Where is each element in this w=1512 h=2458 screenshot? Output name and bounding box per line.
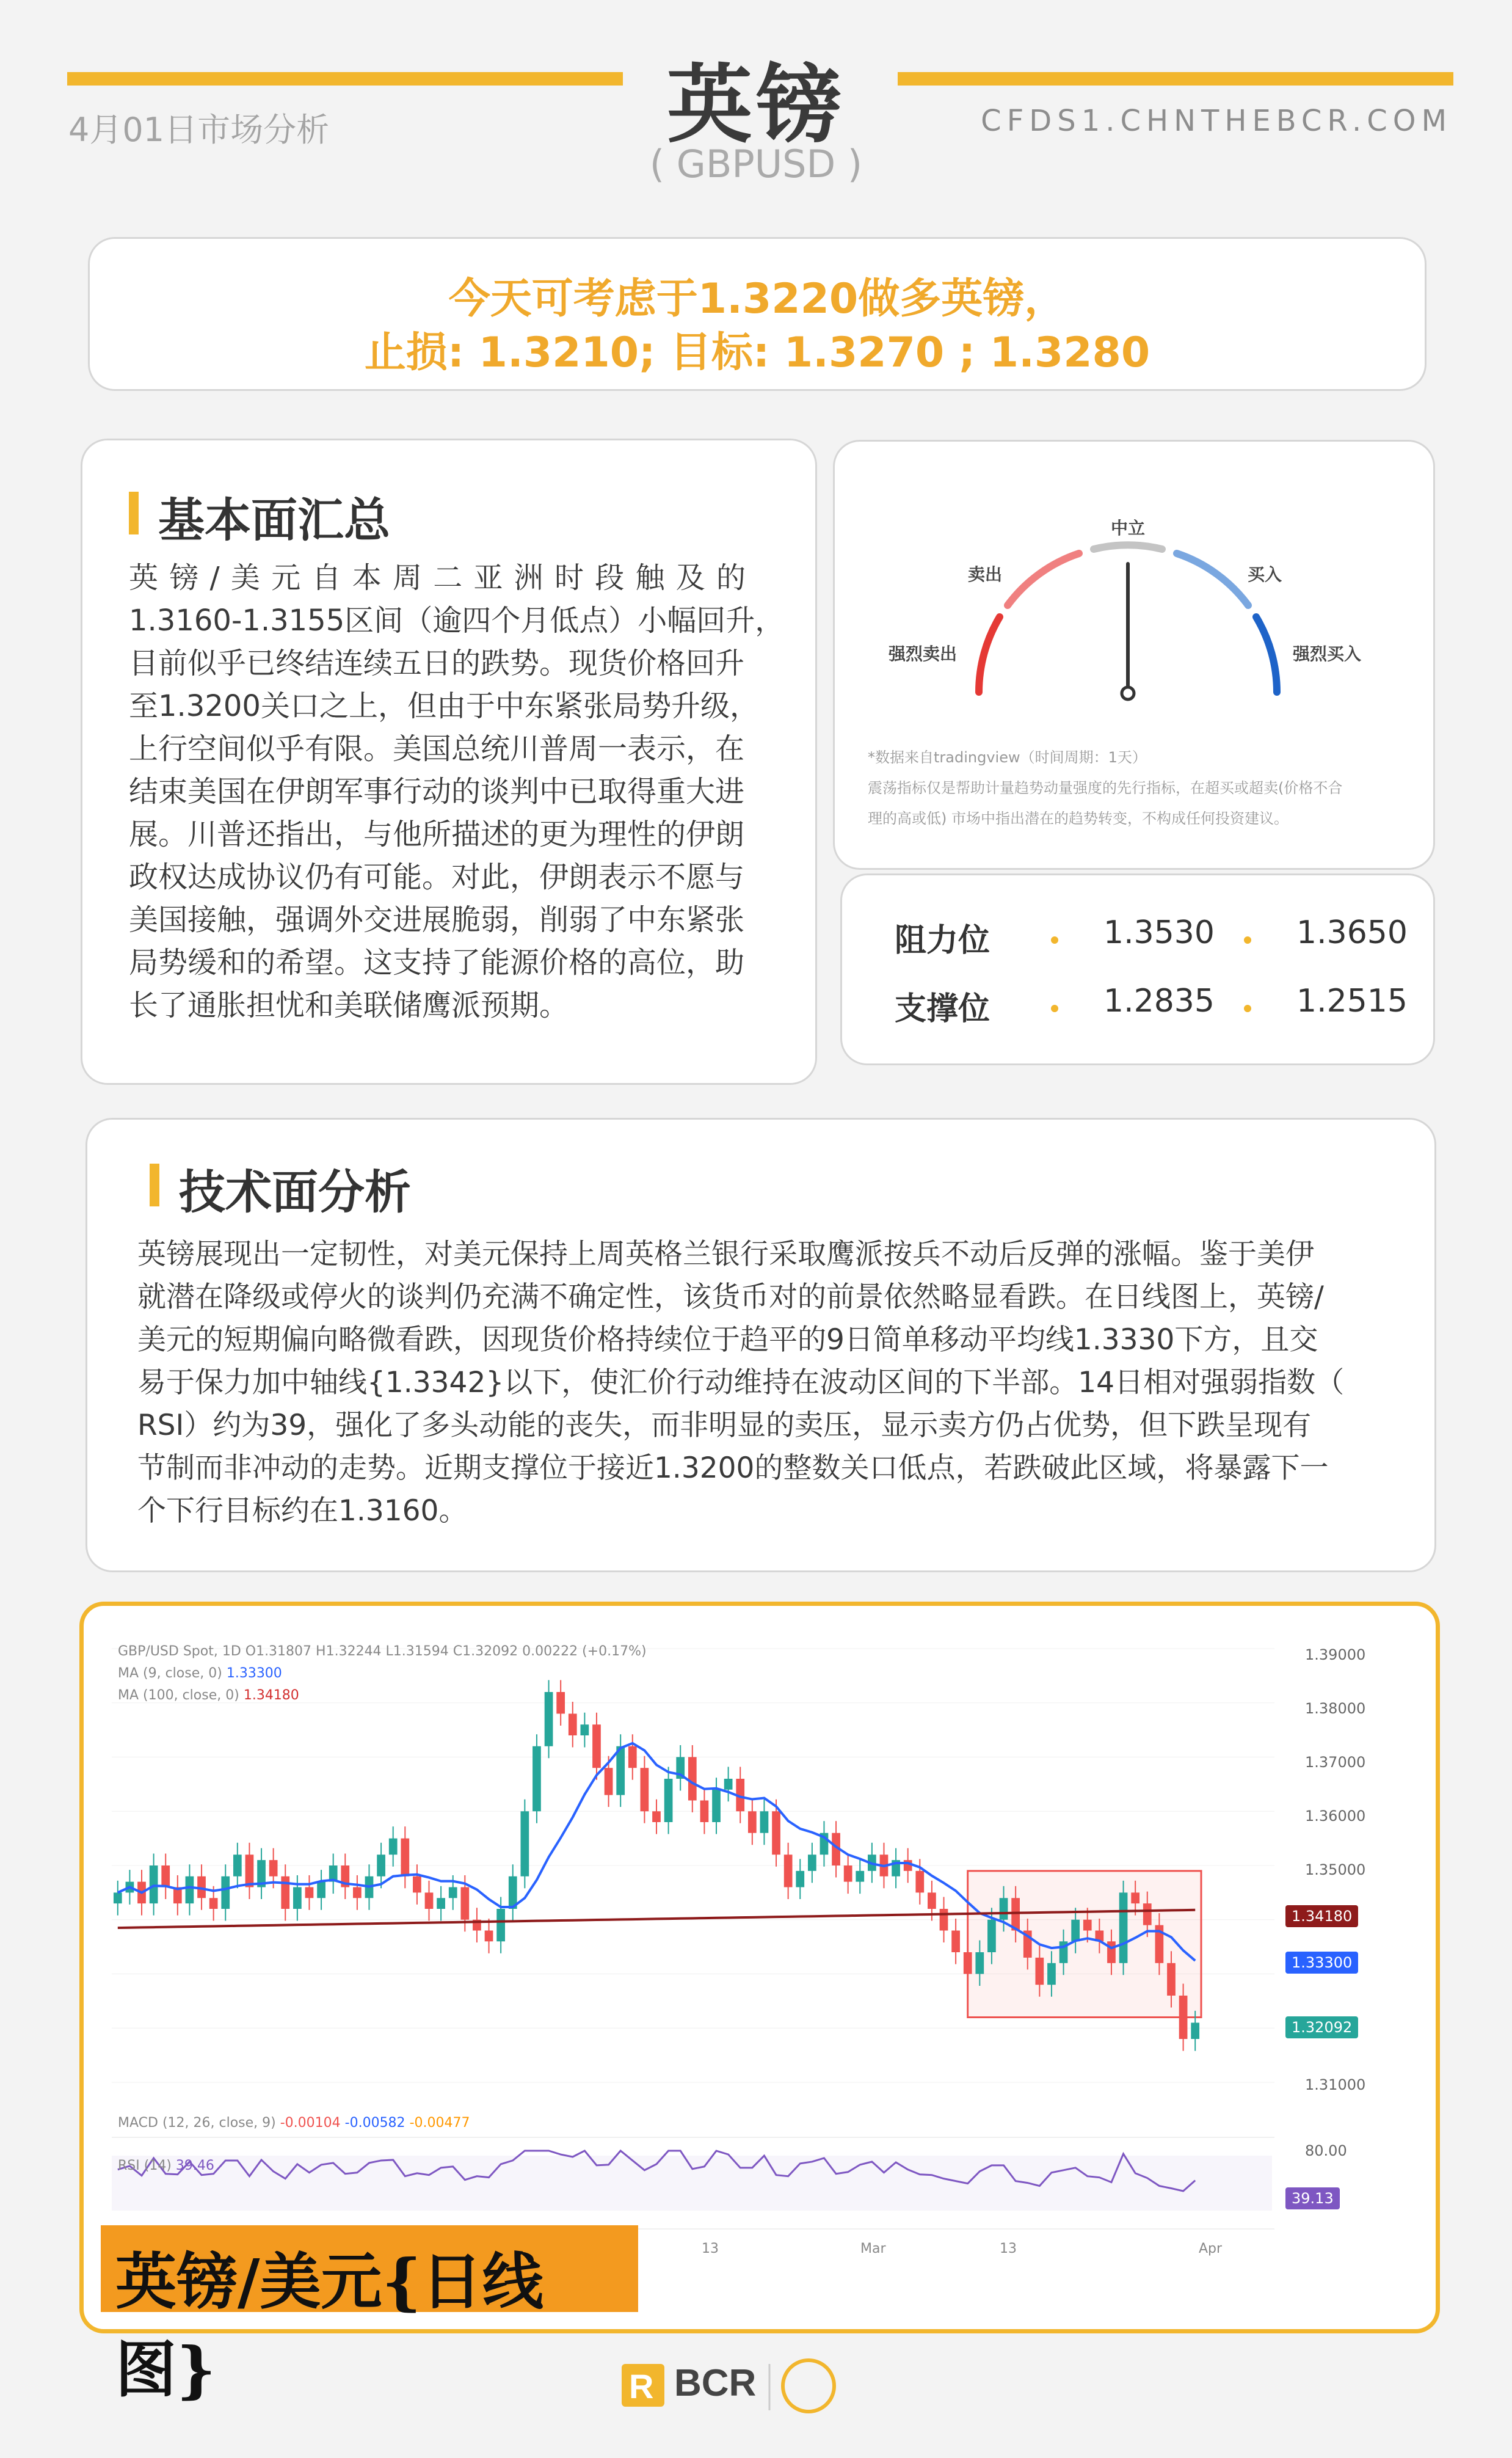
- fundamentals-line: 政权达成协议仍有可能。对此，伊朗表示不愿与: [129, 860, 745, 894]
- technical-line: 个下行目标约在1.3160。: [137, 1494, 468, 1528]
- price-tick: 1.31000: [1305, 2076, 1366, 2093]
- candle-body: [605, 1768, 613, 1795]
- candle-body: [951, 1931, 960, 1953]
- candle-body: [628, 1746, 637, 1768]
- macd-label: MACD (12, 26, close, 9): [118, 2115, 276, 2131]
- candle-body: [1119, 1892, 1128, 1963]
- price-tick: 1.38000: [1305, 1700, 1366, 1717]
- candle-body: [532, 1746, 541, 1812]
- report-date: 4月01日市场分析: [68, 111, 330, 149]
- candle-body: [401, 1839, 409, 1876]
- candle-body: [569, 1714, 577, 1736]
- candle-body: [389, 1839, 398, 1855]
- candle-body: [1071, 1920, 1080, 1942]
- gauge-pivot: [1122, 687, 1134, 699]
- gauge-label-strong-buy: 强烈买入: [1293, 644, 1362, 664]
- candle-body: [353, 1887, 362, 1898]
- candle-body: [856, 1871, 864, 1882]
- candle-body: [186, 1876, 194, 1903]
- technical-line: RSI）约为39，强化了多头动能的丧失，而非明显的卖压，显示卖方仍占优势，但下跌呈现有: [137, 1409, 1312, 1442]
- candlestick-chart: [84, 1606, 1436, 2329]
- candle-body: [413, 1876, 421, 1893]
- rsi-legend: [118, 2158, 214, 2173]
- rsi-tag: 39.13: [1285, 2187, 1340, 2209]
- price-tick: 1.36000: [1305, 1807, 1366, 1825]
- resistance-level-2: 1.3650: [1296, 914, 1408, 951]
- resistance-level-1: 1.3530: [1103, 914, 1215, 951]
- ma100-legend-label: MA (100, close, 0): [118, 1688, 239, 1703]
- price-levels-card: [840, 873, 1435, 1065]
- price-tick: 1.35000: [1305, 1861, 1366, 1878]
- gauge-label-neutral: 中立: [1111, 518, 1146, 538]
- bullet-dot: [1244, 936, 1251, 944]
- gauge-arc-sell: [1008, 553, 1079, 605]
- candle-body: [784, 1854, 793, 1887]
- candle-body: [485, 1931, 493, 1942]
- candle-body: [915, 1871, 924, 1893]
- macd-value-3: -0.00477: [409, 2115, 470, 2131]
- fundamentals-text: [129, 556, 785, 1027]
- candle-body: [437, 1898, 445, 1909]
- candle-body: [1107, 1941, 1116, 1963]
- ma9-legend: [118, 1666, 282, 1681]
- rsi-band: [112, 2156, 1272, 2211]
- candle-body: [293, 1887, 302, 1909]
- candle-body: [772, 1811, 780, 1854]
- candle-body: [245, 1854, 254, 1887]
- rsi-value: 39.46: [175, 2158, 214, 2173]
- candle-body: [460, 1887, 469, 1920]
- candle-body: [940, 1909, 948, 1931]
- candle-body: [449, 1887, 457, 1898]
- sentiment-gauge-card: [833, 440, 1435, 870]
- section-marker: [150, 1164, 159, 1206]
- rsi-scale-tick: 80.00: [1305, 2142, 1347, 2159]
- x-axis-label: 13: [1000, 2241, 1017, 2256]
- candle-body: [221, 1876, 230, 1909]
- candle-body: [904, 1860, 912, 1871]
- ma100-legend: [118, 1688, 299, 1703]
- candle-body: [748, 1811, 757, 1833]
- site-link[interactable]: CFDS1.CHNTHEBCR.COM: [981, 104, 1452, 138]
- macd-value-1: -0.00104: [280, 2115, 341, 2131]
- page-subtitle: ( GBPUSD ): [649, 142, 863, 186]
- ma9-price-tag: 1.33300: [1285, 1952, 1358, 1974]
- gauge-note-line: 理的高或低) 市场中指出潜在的趋势转变，不构成任何投资建议。: [868, 810, 1288, 827]
- bcr-logo: [619, 2352, 900, 2419]
- technical-line: 美元的短期偏向略微看跌，因现货价格持续位于趋平的9日简单移动平均线1.3330下方，且交: [137, 1323, 1318, 1357]
- gauge-arc-strong-sell: [979, 617, 1000, 692]
- candle-body: [700, 1801, 709, 1823]
- candle-body: [377, 1854, 385, 1876]
- recommendation-card: [88, 237, 1427, 391]
- support-level-2: 1.2515: [1296, 983, 1408, 1019]
- candle-body: [305, 1887, 314, 1898]
- technical-line: 就潜在降级或停火的谈判仍充满不确定性，该货币对的前景依然略显看跌。在日线图上，英镑/: [137, 1280, 1324, 1314]
- x-axis-label: Mar: [860, 2241, 886, 2256]
- candle-body: [281, 1876, 289, 1909]
- candle-body: [161, 1865, 170, 1887]
- svg-text:BCR: BCR: [674, 2362, 757, 2404]
- candle-body: [1035, 1958, 1044, 1985]
- fundamentals-line: 1.3160-1.3155区间（逾四个月低点）小幅回升，: [129, 604, 785, 638]
- x-axis-label: Apr: [1199, 2241, 1223, 2256]
- support-level-1: 1.2835: [1103, 983, 1215, 1019]
- fundamentals-line: 长了通胀担忧和美联储鹰派预期。: [129, 988, 569, 1023]
- page-title: 英镑: [666, 56, 845, 155]
- gauge-arc-strong-buy: [1256, 617, 1277, 692]
- candle-body: [233, 1854, 242, 1876]
- gauge-label-sell: 卖出: [968, 564, 1003, 585]
- candle-body: [844, 1865, 852, 1882]
- macd-legend: [118, 2115, 470, 2131]
- candle-body: [964, 1952, 972, 1974]
- candle-body: [556, 1692, 565, 1714]
- candle-body: [520, 1811, 529, 1876]
- fundamentals-line: 展。川普还指出，与他所描述的更为理性的伊朗: [129, 817, 745, 852]
- candle-body: [616, 1746, 625, 1795]
- candle-body: [987, 1920, 996, 1952]
- fundamentals-line: 结束美国在伊朗军事行动的谈判中已取得重大进: [129, 775, 745, 809]
- candle-body: [688, 1757, 697, 1801]
- candle-body: [592, 1724, 601, 1768]
- candle-body: [641, 1768, 649, 1811]
- gauge-note-line: *数据来自tradingview（时间周期：1天）: [868, 749, 1147, 766]
- candle-body: [1167, 1963, 1176, 1996]
- bullet-dot: [1244, 1005, 1251, 1012]
- fundamentals-line: 英镑/美元自本周二亚洲时段触及的: [129, 561, 746, 595]
- gauge-label-strong-sell: 强烈卖出: [889, 644, 958, 664]
- sentiment-gauge: [835, 442, 1433, 710]
- candle-body: [150, 1865, 158, 1903]
- candle-body: [114, 1892, 122, 1903]
- candle-body: [796, 1871, 804, 1887]
- gauge-disclaimer: [868, 742, 1405, 834]
- bcr-logo-mark: [619, 2352, 900, 2419]
- gauge-note-line: 震荡指标仅是帮助计量趋势动量强度的先行指标，在超买或超卖(价格不合: [868, 779, 1343, 797]
- price-tick: 1.39000: [1305, 1646, 1366, 1663]
- chart-caption: 英镑/美元{日线图}: [115, 2245, 543, 2405]
- candle-body: [712, 1790, 721, 1822]
- candle-body: [1143, 1903, 1152, 1925]
- x-axis-label: 13: [702, 2241, 719, 2256]
- bullet-dot: [1051, 936, 1058, 944]
- fundamentals-title: 基本面汇总: [158, 493, 390, 547]
- candle-body: [425, 1892, 434, 1909]
- recommendation-line-1: 今天可考虑于1.3220做多英镑，: [448, 275, 1066, 323]
- ma100-price-tag: 1.34180: [1285, 1905, 1358, 1927]
- chart-caption-banner: [101, 2225, 638, 2405]
- candle-body: [664, 1779, 673, 1822]
- candle-body: [269, 1860, 278, 1876]
- recommendation-line-2: 止损: 1.3210; 目标: 1.3270 ; 1.3280: [364, 329, 1150, 377]
- range-box: [968, 1871, 1201, 2018]
- candle-body: [1011, 1898, 1020, 1930]
- fundamentals-line: 上行空间似乎有限。美国总统川普周一表示，在: [129, 732, 745, 766]
- ma100-legend-value: 1.34180: [243, 1688, 299, 1703]
- fundamentals-line: 局势缓和的希望。这支持了能源价格的高位，助: [129, 946, 745, 980]
- candle-body: [975, 1952, 984, 1974]
- fundamentals-line: 至1.3200关口之上，但由于中东紧张局势升级，: [129, 689, 759, 723]
- technical-title: 技术面分析: [179, 1165, 411, 1219]
- candle-body: [760, 1811, 769, 1833]
- fundamentals-line: 美国接触，强调外交进展脆弱，削弱了中东紧张: [129, 903, 745, 937]
- candle-body: [1131, 1892, 1139, 1903]
- rsi-label: RSI (14): [118, 2158, 172, 2173]
- candle-body: [1191, 2022, 1199, 2039]
- candle-body: [496, 1909, 505, 1941]
- candle-body: [1083, 1920, 1092, 1931]
- close-price-tag: 1.32092: [1285, 2016, 1358, 2038]
- candle-body: [209, 1898, 218, 1909]
- section-marker: [129, 492, 139, 534]
- resistance-label: 阻力位: [895, 922, 990, 959]
- candle-body: [1047, 1963, 1056, 1985]
- fundamentals-card: [81, 439, 817, 1085]
- ma9-legend-label: MA (9, close, 0): [118, 1666, 222, 1681]
- gauge-arc-neutral: [1094, 545, 1162, 549]
- price-tick: 1.37000: [1305, 1754, 1366, 1771]
- bullet-dot: [1051, 1005, 1058, 1012]
- technical-line: 英镑展现出一定韧性，对美元保持上周英格兰银行采取鹰派按兵不动后反弹的涨幅。鉴于美伊: [137, 1238, 1314, 1271]
- candle-body: [1000, 1898, 1008, 1920]
- support-label: 支撑位: [895, 991, 990, 1027]
- candle-body: [581, 1724, 589, 1735]
- technical-line: 易于保力加中轴线{1.3342}以下，使汇价行动维持在波动区间的下半部。14日相对强弱指数（: [137, 1366, 1345, 1399]
- candle-body: [1179, 1996, 1188, 2039]
- gauge-arc-buy: [1177, 553, 1248, 605]
- technical-card: [85, 1118, 1436, 1572]
- candle-body: [724, 1779, 733, 1790]
- candle-body: [928, 1892, 936, 1909]
- candle-body: [808, 1854, 816, 1871]
- svg-text:R: R: [629, 2367, 654, 2405]
- gauge-label-buy: 买入: [1248, 564, 1282, 585]
- ma9-legend-value: 1.33300: [226, 1666, 282, 1681]
- candle-body: [652, 1811, 661, 1822]
- candle-body: [317, 1882, 325, 1898]
- chart-header: GBP/USD Spot, 1D O1.31807 H1.32244 L1.31594 C1.32092 0.00222 (+0.17%): [118, 1644, 647, 1659]
- fundamentals-line: 目前似乎已终结连续五日的跌势。现货价格回升: [129, 646, 745, 680]
- technical-line: 节制而非冲动的走势。近期支撑位于接近1.3200的整数关口低点，若跌破此区域，将暴露下一: [137, 1451, 1329, 1485]
- candle-body: [545, 1692, 553, 1746]
- technical-text: [137, 1233, 1383, 1533]
- macd-value-2: -0.00582: [344, 2115, 405, 2131]
